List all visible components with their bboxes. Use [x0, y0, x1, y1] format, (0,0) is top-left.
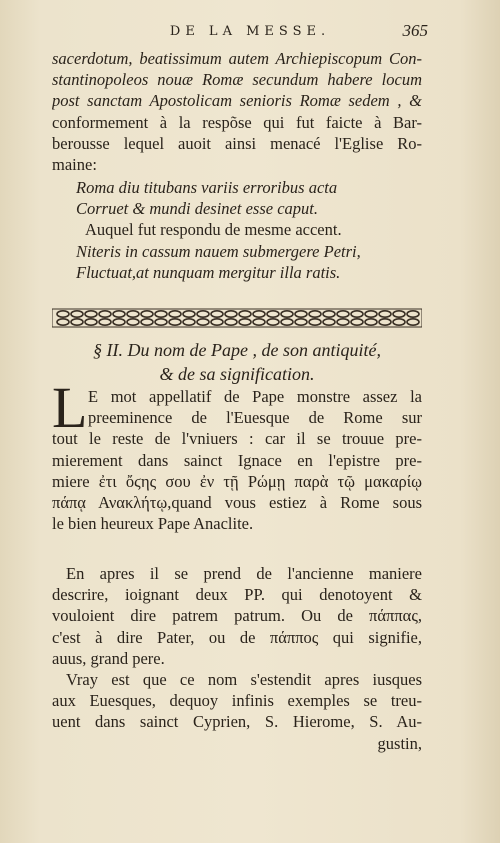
ornament-loop: [379, 319, 391, 325]
ornament-loop: [71, 319, 83, 325]
drop-cap: L: [52, 375, 88, 440]
ornament-loop: [225, 319, 237, 325]
ornament-loop: [365, 311, 377, 317]
running-head: DE LA MESSE.: [169, 24, 331, 39]
ornament-loop: [169, 311, 181, 317]
ornament-loop: [155, 311, 167, 317]
ornament-loop: [323, 311, 335, 317]
ornament-loop: [183, 311, 195, 317]
ornament-loop: [337, 319, 349, 325]
text-line: E mot appellatif de Pape monstre assez la: [88, 387, 422, 406]
ornament-loop: [365, 319, 377, 325]
ornament-band: [52, 308, 422, 328]
paragraph-1: [52, 386, 422, 534]
text-line: c'est à dire Pater, ou de πάππος qui signifie,: [52, 627, 422, 647]
ornament-loop: [323, 319, 335, 325]
section-title-line: § II. Du nom de Pape , de son antiquité,: [93, 340, 381, 360]
verse-line: Corruet & mundi desinet esse caput.: [76, 199, 318, 219]
verse-block: [52, 177, 422, 283]
text-line: vouloient dire patrem patrum. Ou de πάππας,: [52, 606, 422, 626]
text-line: maine:: [52, 155, 97, 175]
ornament-loop: [183, 319, 195, 325]
ornament-loop: [407, 311, 419, 317]
ornament-loop: [281, 311, 293, 317]
ornament-loop: [295, 311, 307, 317]
ornament-loop: [295, 319, 307, 325]
ornament-loop: [57, 311, 69, 317]
top-text-block: [52, 48, 422, 175]
ornament-loop: [253, 319, 265, 325]
ornament-loop: [309, 311, 321, 317]
ornament-loop: [239, 311, 251, 317]
ornament-loop: [393, 319, 405, 325]
text-line: berousse lequel auoit ainsi menacé l'Eglise Ro-: [52, 133, 422, 153]
text-line: aux Euesques, dequoy infinis exemples se treu-: [52, 691, 422, 711]
paragraph-2: [52, 563, 422, 669]
paragraph-3: [52, 669, 422, 754]
text-line: le bien heureux Pape Anaclite.: [52, 514, 254, 534]
ornament-loop: [407, 319, 419, 325]
text-line: uent dans sainct Cyprien, S. Hierome, S. Au-: [52, 712, 422, 732]
ornament-loop: [225, 311, 237, 317]
page-number: 365: [402, 21, 428, 40]
verse-line: Niteris in cassum nauem submergere Petri,: [76, 241, 361, 261]
ornament-loop: [141, 311, 153, 317]
ornament-loop: [113, 319, 125, 325]
ornament-loop: [85, 311, 97, 317]
text-line: conformement à la respõse qui fut faicte à Bar-: [52, 112, 422, 132]
ornament-loop: [239, 319, 251, 325]
ornament-loop: [169, 319, 181, 325]
ornament-loop: [99, 311, 111, 317]
ornament-loop: [253, 311, 265, 317]
text-line: tout le reste de l'vniuers : car il se trouue pre-: [52, 429, 422, 449]
ornament-loop: [127, 319, 139, 325]
ornament-loop: [281, 319, 293, 325]
text-line: post sanctam Apostolicam senioris Romæ sedem , &: [52, 91, 422, 111]
text-line: preeminence de l'Euesque de Rome sur: [88, 408, 422, 428]
ornament-loop: [141, 319, 153, 325]
ornament-loop: [197, 319, 209, 325]
verse-line: Roma diu titubans variis erroribus acta: [76, 178, 338, 197]
ornament-loop: [267, 311, 279, 317]
verse-line: Auquel fut respondu de mesme accent.: [85, 220, 342, 240]
text-line: mierement dans sainct Ignace en l'epistre pre-: [52, 450, 422, 470]
text-line: gustin,: [377, 733, 422, 753]
ornament-loop: [379, 311, 391, 317]
text-line: Vray est que ce nom s'estendit apres iusques: [66, 670, 422, 689]
ornament-loop: [351, 311, 363, 317]
ornament-loop: [127, 311, 139, 317]
ornament-loop: [393, 311, 405, 317]
text-line: sacerdotum, beatissimum autem Archiepiscopum Con-: [52, 49, 422, 68]
ornament-loop: [57, 319, 69, 325]
ornament-loop: [113, 311, 125, 317]
ornament-loop: [309, 319, 321, 325]
ornament-loop: [197, 311, 209, 317]
text-line: En apres il se prend de l'ancienne maniere: [66, 564, 422, 583]
section-heading: [52, 338, 422, 386]
section-title-line: & de sa signification.: [159, 364, 315, 384]
verse-line: Fluctuat,at nunquam mergitur illa ratis.: [76, 262, 341, 282]
ornament-loop: [155, 319, 167, 325]
text-line: miere ἐτι ὄϛης σου ἐν τῇ Ρώμῃ παρὰ τῷ μακαρίῳ: [52, 471, 422, 491]
ornament-loop: [85, 319, 97, 325]
ornament-loop: [337, 311, 349, 317]
text-line: πάπᾳ Ανακλήτῳ,quand vous estiez à Rome sous: [52, 493, 422, 513]
ornament-loop: [211, 319, 223, 325]
ornament-loop: [99, 319, 111, 325]
ornament-loop: [267, 319, 279, 325]
ornament-loop: [351, 319, 363, 325]
text-line: stantinopoleos nouæ Romæ secundum habere locum: [52, 70, 422, 90]
ornament-loop: [71, 311, 83, 317]
ornament-loop: [211, 311, 223, 317]
text-line: descrire, ioignant deux PP. qui denotoyent &: [52, 585, 422, 605]
text-line: auus, grand pere.: [52, 648, 165, 668]
